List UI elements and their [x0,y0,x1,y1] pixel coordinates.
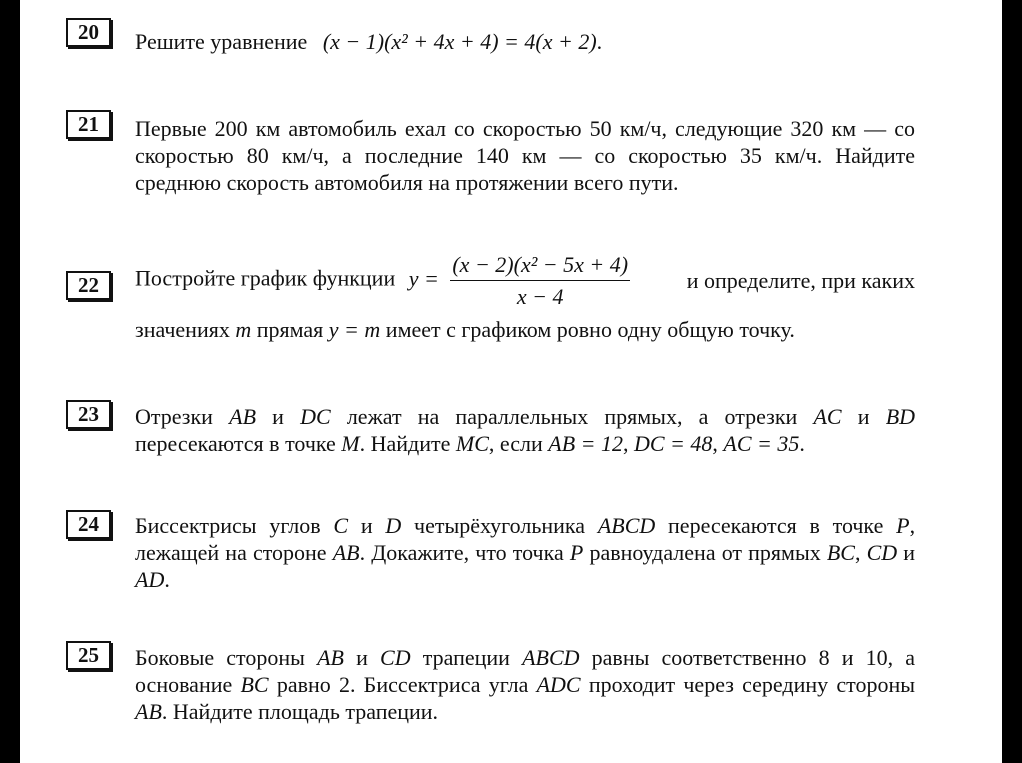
task-22-denominator: x − 4 [516,284,564,309]
task-24-and-2: и [903,540,916,565]
task-24-and-1: и [360,513,373,538]
task-21 [135,115,915,196]
task-number-20: 20 [66,18,111,47]
task-22-ym: y = m [328,317,381,342]
task-23-segment-mc: MC [455,431,489,456]
task-23-eq-dc: DC = 48 [633,431,713,456]
task-25-side-ab-2: AB [135,699,162,724]
task-23-text-2: лежат на параллельных прямых, а отрезки [346,404,798,429]
task-23-and-2: и [857,404,870,429]
task-23-segment-bd: BD [885,404,916,429]
task-25-trapezoid-abcd: ABCD [522,645,580,670]
task-24-text-2: четырёхугольника [414,513,586,538]
task-23-segment-ac: AC [813,404,842,429]
task-23-text-1: Отрезки [135,404,213,429]
task-25-text-5: проходит через середину стороны [588,672,916,697]
task-number-24: 24 [66,510,111,539]
task-25-text-6: . Найдите площадь трапеции. [161,699,439,724]
task-20-end: . [596,29,603,54]
task-25-side-cd: CD [380,645,411,670]
task-25 [135,644,915,725]
task-24-line-bc: BC [826,540,855,565]
task-24-text-1: Биссектрисы углов [135,513,321,538]
task-24-point-p-1: P [896,513,910,538]
task-24-point-p-2: P [569,540,584,565]
worksheet-page [20,0,1002,763]
task-22-line2-c: имеет с графиком ровно одну общую точку. [385,317,795,342]
task-23-text-5: , если [488,431,543,456]
task-25-text-3: равны соответственно 8 и 10, а основание [135,645,916,697]
task-22-line2-a: значениях [135,317,230,342]
task-24-side-ab: AB [332,540,360,565]
task-24-angle-d: D [385,513,402,538]
task-25-text-2: трапеции [422,645,510,670]
task-20-intro: Решите уравнение [135,29,308,54]
task-24: Биссектрисы углов C и D четырёхугольника ABCD пересекаются в точке P, лежащей на стороне AB. Докажите, что точка P равноудалена от прямых BC, CD и AD. [135,513,916,592]
task-24-text-6: равноудалена от прямых [589,540,821,565]
task-25-base-bc: BC [240,672,269,697]
task-23: Отрезки AB и DC лежат на параллельных прямых, а отрезки AC и BD пересекаются в точке M. Найдите MC, если AB = 12, DC = 48, AC = 35. [135,404,916,456]
task-24-text-5: . Докажите, что точка [359,540,564,565]
task-23-segment-dc: DC [300,404,331,429]
task-22-numerator: (x − 2)(x² − 5x + 4) [450,251,630,281]
task-21-text: Первые 200 км автомобиль ехал со скоростью 50 км/ч, следующие 320 км — со скоростью 80 км/ч, а последние 140 км — со скоростью 35 км/ч. Найдите среднюю скорость автомобиля на протяжении всего пути. [135,116,915,195]
task-23-point-m: M [341,431,360,456]
task-number-23: 23 [66,400,111,429]
task-25-text-4: равно 2. Биссектриса угла [276,672,529,697]
task-number-25: 25 [66,641,111,670]
task-22-line2-b: прямая [256,317,324,342]
task-number-22: 22 [66,271,111,300]
task-23-end: . [799,431,805,456]
task-22-lhs: y = [408,265,439,291]
task-24-text-4: , лежащей на стороне [135,513,916,565]
task-23-text-4: . Найдите [359,431,451,456]
task-25-text-1: Боковые стороны [135,645,305,670]
task-24-line-cd: CD [866,540,898,565]
task-23-and-1: и [272,404,284,429]
task-25-and: и [356,645,368,670]
task-24-quad-abcd: ABCD [597,513,656,538]
task-22-after: и определите, при каких [686,268,915,293]
task-23-eq-ac: AC = 35 [723,431,800,456]
task-23-eq-ab: AB = 12 [548,431,623,456]
task-22-m: m [235,317,252,342]
task-22-intro: Постройте график функции [135,265,396,291]
task-22 [135,251,915,343]
task-24-text-3: пересекаются в точке [668,513,884,538]
task-25-angle-adc: ADC [536,672,581,697]
task-20-equation: (x − 1)(x² + 4x + 4) = 4(x + 2) [322,29,597,54]
task-23-segment-ab: AB [229,404,257,429]
task-22-fraction [450,251,630,310]
task-24-line-ad: AD [135,567,165,592]
task-24-angle-c: C [333,513,349,538]
task-25-side-ab-1: AB [317,645,344,670]
task-23-text-3: пересекаются в точке [135,431,336,456]
task-number-21: 21 [66,110,111,139]
task-24-end: . [164,567,170,592]
task-20 [135,28,915,55]
